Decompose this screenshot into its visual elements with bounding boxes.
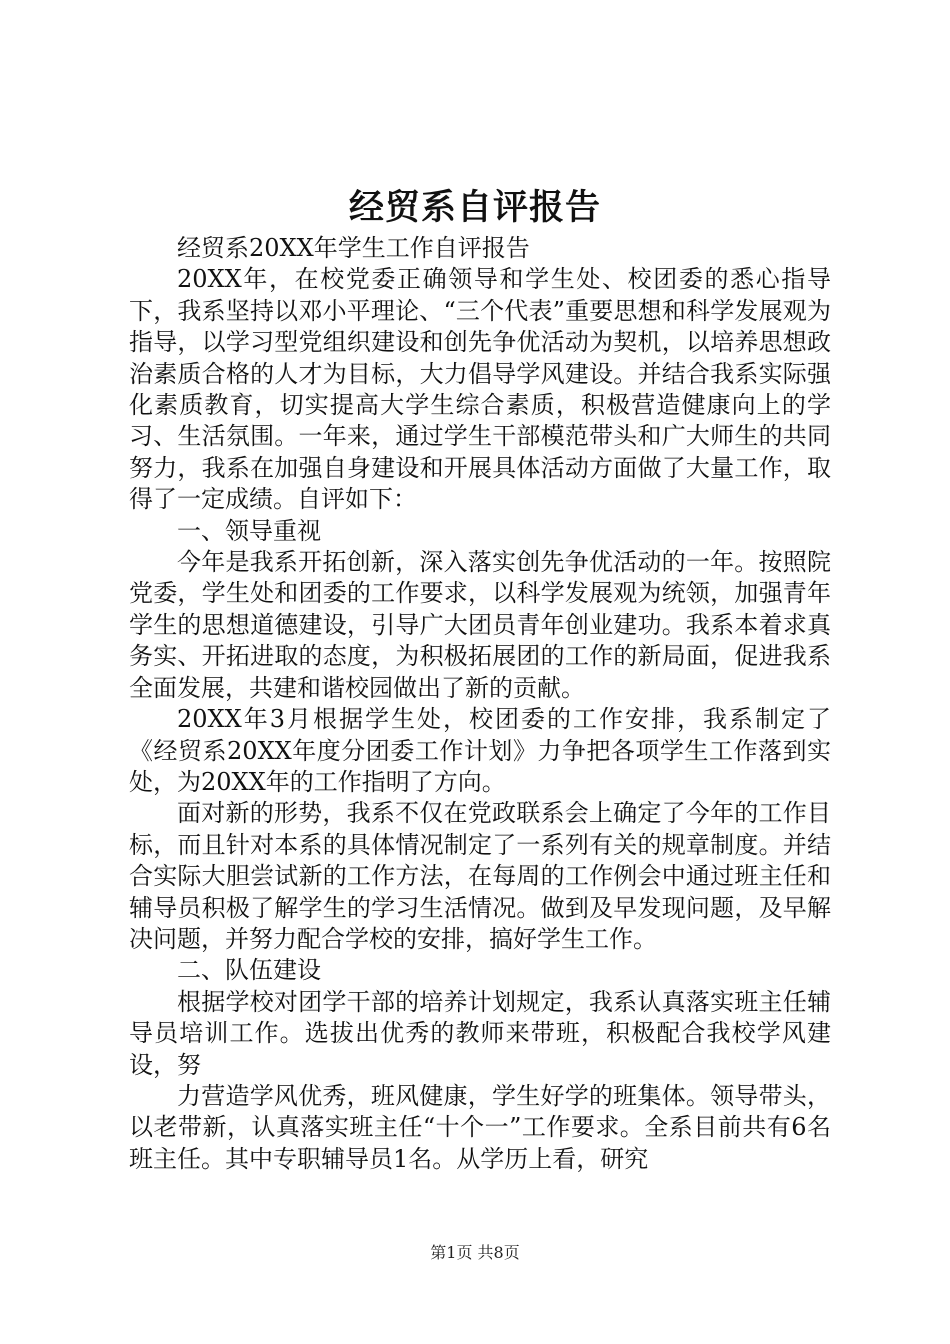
paragraph-leadership-3: 面对新的形势，我系不仅在党政联系会上确定了今年的工作目标，而且针对本系的具体情况制定了一系列有关的规章制度。并结合实际大胆尝试新的工作方法，在每周的工作例会中通过班主任和辅导员积极了解学生的学习生活情况。做到及早发现问题，及早解决问题，并努力配合学校的安排，搞好学生工作。 (129, 799, 831, 953)
document-body (129, 233, 831, 1175)
paragraph-team-building-2: 力营造学风优秀，班风健康，学生好学的班集体。领导带头，以老带新，认真落实班主任“十个一”工作要求。全系目前共有6名班主任。其中专职辅导员1名。从学历上看，研究 (129, 1081, 831, 1173)
page-number-footer: 第1页 共8页 (430, 1243, 520, 1262)
document-title: 经贸系自评报告 (348, 187, 601, 228)
section-heading-team-building: 二、队伍建设 (177, 956, 321, 985)
paragraph-report-heading: 经贸系20XX年学生工作自评报告 (177, 234, 530, 262)
paragraph-leadership-2: 20XX年3月根据学生处，校团委的工作安排，我系制定了《经贸系20XX年度分团委工作计划》力争把各项学生工作落到实处，为20XX年的工作指明了方向。 (129, 705, 831, 796)
paragraph-team-building-1: 根据学校对团学干部的培养计划规定，我系认真落实班主任辅导员培训工作。选拔出优秀的教师来带班，积极配合我校学风建设，努 (129, 987, 831, 1079)
paragraph-leadership-1: 今年是我系开拓创新，深入落实创先争优活动的一年。按照院党委，学生处和团委的工作要求，以科学发展观为统领，加强青年学生的思想道德建设，引导广大团员青年创业建功。我系本着求真务实、开拓进取的态度，为积极拓展团的工作的新局面，促进我系全面发展，共建和谐校园做出了新的贡献。 (129, 548, 831, 702)
paragraph-introduction: 20XX年，在校党委正确领导和学生处、校团委的悉心指导下，我系坚持以邓小平理论、“三个代表”重要思想和科学发展观为指导，以学习型党组织建设和创先争优活动为契机，以培养思想政治素质合格的人才为目标，大力倡导学风建设。并结合我系实际强化素质教育，切实提高大学生综合素质，积极营造健康向上的学习、生活氛围。一年来，通过学生干部模范带头和广大师生的共同努力，我系在加强自身建设和开展具体活动方面做了大量工作，取得了一定成绩。自评如下： (129, 265, 831, 514)
section-heading-leadership: 一、领导重视 (177, 516, 321, 545)
